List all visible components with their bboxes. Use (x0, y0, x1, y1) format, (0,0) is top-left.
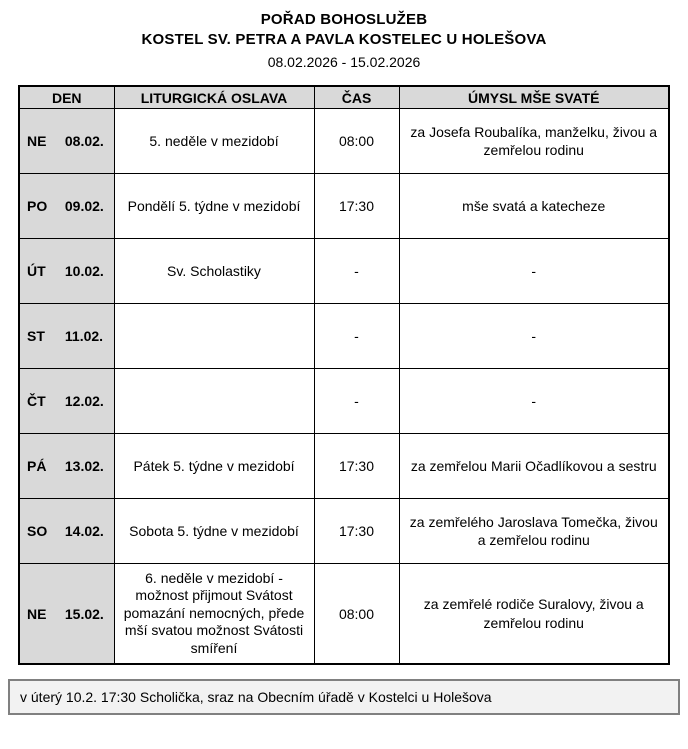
day-date: 11.02. (64, 327, 104, 344)
day-abbrev: PO (27, 197, 48, 214)
day-cell (19, 498, 114, 563)
day-abbrev: NE (27, 132, 47, 149)
day-cell (19, 108, 114, 173)
celebration-cell: Pondělí 5. týdne v mezidobí (114, 173, 314, 238)
day-date: 09.02. (64, 197, 104, 214)
table-row (19, 173, 669, 238)
day-date: 15.02. (64, 605, 104, 622)
intention-cell: za zemřelého Jaroslava Tomečka, živou a zemřelou rodinu (399, 498, 669, 563)
time-cell: 08:00 (314, 563, 399, 664)
page-title: POŘAD BOHOSLUŽEB (260, 11, 428, 28)
time-cell: - (314, 368, 399, 433)
footer-note (8, 679, 680, 715)
day-abbrev: ST (27, 327, 45, 344)
day-abbrev: NE (27, 605, 47, 622)
intention-cell: za Josefa Roubalíka, manželku, živou a zemřelou rodinu (399, 108, 669, 173)
time-cell: 17:30 (314, 433, 399, 498)
table-row (19, 498, 669, 563)
table-row (19, 563, 669, 664)
date-range: 08.02.2026 - 15.02.2026 (267, 53, 421, 70)
intention-cell: - (399, 368, 669, 433)
intention-cell: - (399, 238, 669, 303)
celebration-cell (114, 303, 314, 368)
intention-cell: - (399, 303, 669, 368)
celebration-cell: Sv. Scholastiky (114, 238, 314, 303)
time-cell: 17:30 (314, 498, 399, 563)
day-abbrev: SO (27, 522, 48, 539)
schedule-table (18, 85, 670, 665)
day-cell (19, 433, 114, 498)
day-cell (19, 238, 114, 303)
footer-note-text: v úterý 10.2. 17:30 Scholička, sraz na Obecním úřadě v Kostelci u Holešova (20, 689, 492, 706)
table-row (19, 303, 669, 368)
celebration-cell: 6. neděle v mezidobí - možnost přijmout Svátost pomazání nemocných, přede mší svatou možnost Svátosti smíření (114, 563, 314, 664)
celebration-cell (114, 368, 314, 433)
day-date: 12.02. (64, 392, 104, 409)
time-cell: 17:30 (314, 173, 399, 238)
celebration-cell: Pátek 5. týdne v mezidobí (114, 433, 314, 498)
day-cell (19, 563, 114, 664)
time-cell: - (314, 303, 399, 368)
column-header-oslava: LITURGICKÁ OSLAVA (114, 86, 314, 108)
column-header-cas: ČAS (314, 86, 399, 108)
table-row (19, 108, 669, 173)
celebration-cell: 5. neděle v mezidobí (114, 108, 314, 173)
intention-cell: mše svatá a katecheze (399, 173, 669, 238)
day-cell (19, 303, 114, 368)
day-cell (19, 368, 114, 433)
day-date: 10.02. (64, 262, 104, 279)
day-date: 08.02. (64, 132, 104, 149)
table-row (19, 238, 669, 303)
celebration-cell: Sobota 5. týdne v mezidobí (114, 498, 314, 563)
table-row (19, 433, 669, 498)
table-row (19, 368, 669, 433)
column-header-umysl: ÚMYSL MŠE SVATÉ (399, 86, 669, 108)
table-header-row (19, 86, 669, 108)
church-name: KOSTEL SV. PETRA A PAVLA KOSTELEC U HOLEŠOVA (141, 31, 547, 49)
intention-cell: za zemřelou Marii Očadlíkovou a sestru (399, 433, 669, 498)
time-cell: - (314, 238, 399, 303)
day-abbrev: ÚT (27, 262, 46, 279)
document-header (0, 10, 688, 71)
time-cell: 08:00 (314, 108, 399, 173)
day-cell (19, 173, 114, 238)
column-header-den: DEN (19, 86, 114, 108)
intention-cell: za zemřelé rodiče Suralovy, živou a zemřelou rodinu (399, 563, 669, 664)
day-date: 13.02. (64, 457, 104, 474)
day-abbrev: ČT (27, 392, 46, 409)
day-abbrev: PÁ (27, 457, 47, 474)
day-date: 14.02. (64, 522, 104, 539)
